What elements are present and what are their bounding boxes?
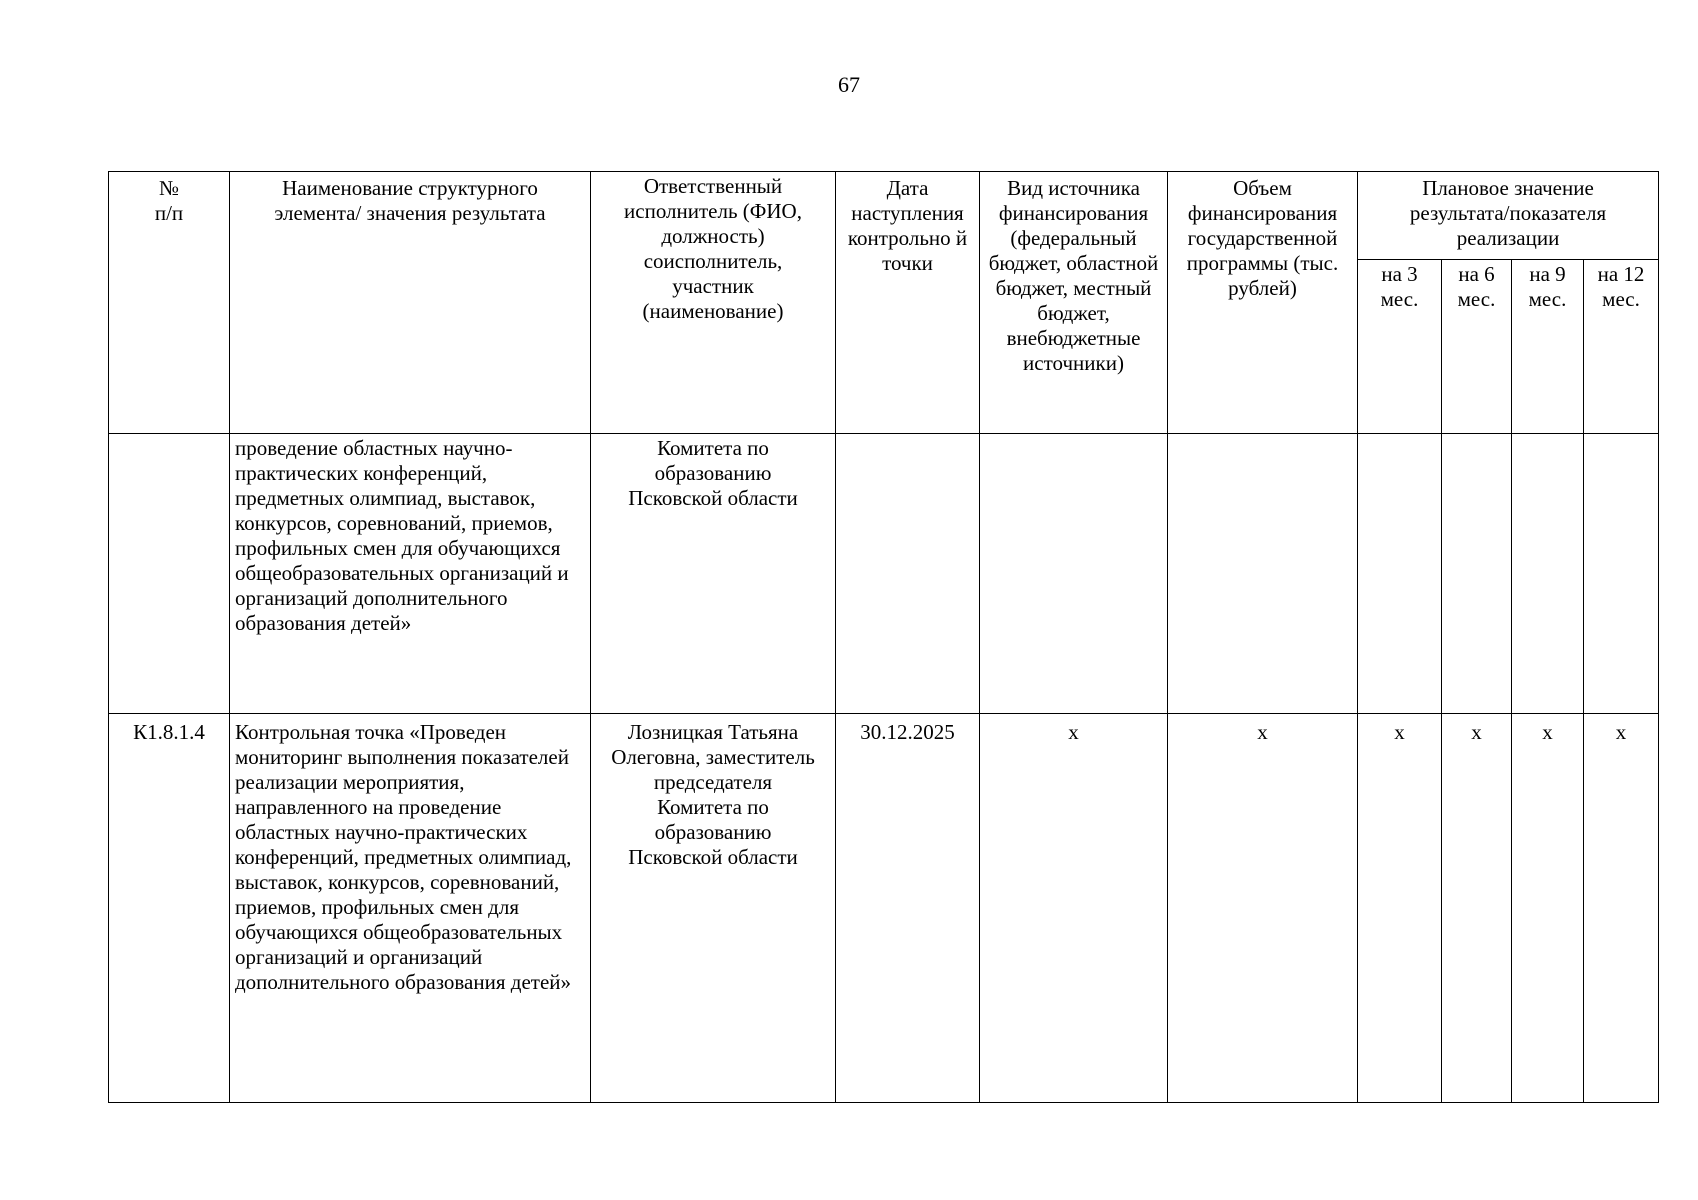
cell-12-months bbox=[1584, 434, 1659, 714]
header-date: Дата наступления контрольно й точки bbox=[836, 172, 980, 434]
cell-6-months: x bbox=[1442, 714, 1512, 1103]
cell-funding-volume: x bbox=[1168, 714, 1358, 1103]
cell-9-months bbox=[1512, 434, 1584, 714]
cell-3-months: x bbox=[1358, 714, 1442, 1103]
cell-responsible: Комитета по образованию Псковской области bbox=[591, 434, 836, 714]
header-responsible: Ответственный исполнитель (ФИО, должность) соисполнитель, участник (наименование) bbox=[591, 172, 836, 434]
header-funding-source: Вид источника финансирования (федеральный бюджет, областной бюджет, местный бюджет, внебюджетные источники) bbox=[980, 172, 1168, 434]
cell-9-months: x bbox=[1512, 714, 1584, 1103]
header-9-months: на 9 мес. bbox=[1512, 260, 1584, 434]
header-6-months: на 6 мес. bbox=[1442, 260, 1512, 434]
table-row bbox=[109, 434, 1659, 714]
cell-responsible: Лозницкая Татьяна Олеговна, заместитель председателя Комитета по образованию Псковской области bbox=[591, 714, 836, 1103]
cell-funding-source: x bbox=[980, 714, 1168, 1103]
control-points-table bbox=[108, 171, 1659, 1103]
cell-12-months: x bbox=[1584, 714, 1659, 1103]
cell-date: 30.12.2025 bbox=[836, 714, 980, 1103]
cell-number: К1.8.1.4 bbox=[109, 714, 230, 1103]
header-number: № п/п bbox=[109, 172, 230, 434]
cell-funding-source bbox=[980, 434, 1168, 714]
header-name: Наименование структурного элемента/ значения результата bbox=[230, 172, 591, 434]
cell-funding-volume bbox=[1168, 434, 1358, 714]
header-3-months: на 3 мес. bbox=[1358, 260, 1442, 434]
cell-name: проведение областных научно-практических конференций, предметных олимпиад, выставок, конкурсов, соревнований, приемов, профильных смен для обучающихся общеобразовательных организаций и организаций дополнительного образования детей» bbox=[230, 434, 591, 714]
header-12-months: на 12 мес. bbox=[1584, 260, 1659, 434]
header-planned-value: Плановое значение результата/показателя реализации bbox=[1358, 172, 1659, 260]
cell-number bbox=[109, 434, 230, 714]
header-funding-volume: Объем финансирования государственной программы (тыс. рублей) bbox=[1168, 172, 1358, 434]
cell-6-months bbox=[1442, 434, 1512, 714]
cell-3-months bbox=[1358, 434, 1442, 714]
page-number: 67 bbox=[838, 72, 860, 97]
cell-date bbox=[836, 434, 980, 714]
cell-name: Контрольная точка «Проведен мониторинг выполнения показателей реализации мероприятия, направленного на проведение областных научно-практических конференций, предметных олимпиад, выставок, конкурсов, соревнований, приемов, профильных смен для обучающихся общеобразовательных организаций и организаций дополнительного образования детей» bbox=[230, 714, 591, 1103]
table-row bbox=[109, 714, 1659, 1103]
